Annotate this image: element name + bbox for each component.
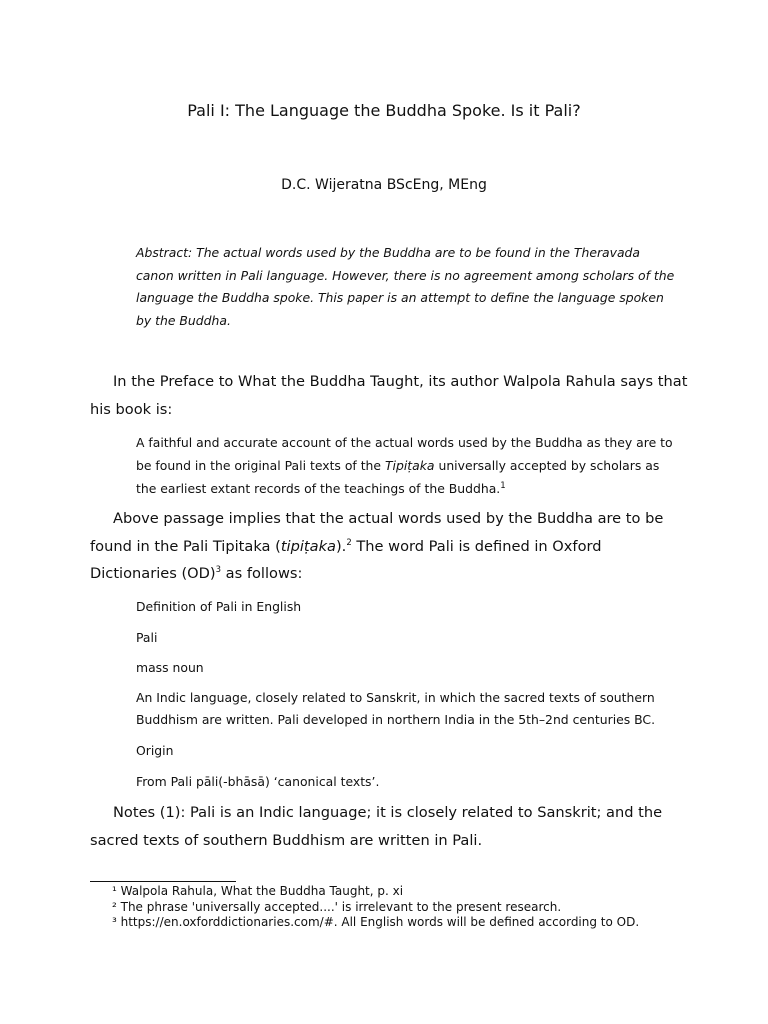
paragraph-preface bbox=[90, 368, 690, 423]
abstract: Abstract: The actual words used by the Buddha are to be found in the Theravada canon written in Pali language. However, there is no agreement among scholars of the language the Buddha spoke. This paper is an attempt to define the language spoken by the Buddha. bbox=[136, 245, 675, 329]
quote-italic: Tipiṭaka bbox=[384, 458, 435, 473]
para2-italic: tipiṭaka bbox=[280, 537, 336, 555]
para2-text-2: ). bbox=[335, 537, 347, 555]
definition-origin-label: Origin bbox=[136, 743, 174, 758]
para2-text-1: Above passage implies that the actual words used by the Buddha are to be found in the Pali Tipitaka ( bbox=[90, 510, 664, 555]
block-quote bbox=[136, 431, 681, 500]
author-line: D.C. Wijeratna BScEng, MEng bbox=[281, 177, 487, 193]
definition-meaning: An Indic language, closely related to Sanskrit, in which the sacred texts of southern Buddhism are written. Pali developed in northern India in the 5th–2nd centuries BC. bbox=[136, 690, 656, 727]
definition-part-of-speech: mass noun bbox=[136, 660, 204, 675]
quote-text-2: universally accepted by scholars as the earliest extant records of the teachings of the Buddha. bbox=[136, 458, 660, 496]
paragraph-notes bbox=[90, 799, 690, 854]
footnote-divider bbox=[90, 881, 236, 882]
paragraph-implies bbox=[90, 505, 690, 588]
paragraph-preface-text: In the Preface to What the Buddha Taught, its author Walpola Rahula says that his book is: bbox=[90, 373, 688, 418]
page-title: Pali I: The Language the Buddha Spoke. Is it Pali? bbox=[187, 101, 581, 120]
quote-text-1: A faithful and accurate account of the actual words used by the Buddha as they are to be found in the original Pali texts of the bbox=[136, 435, 673, 473]
para2-text-3: The word Pali is defined in Oxford Dictionaries (OD) bbox=[90, 537, 602, 583]
footnote-ref-3: 3 bbox=[215, 565, 222, 576]
footnote-2: ² The phrase 'universally accepted....' is irrelevant to the present research. bbox=[112, 899, 562, 914]
footnote-1: ¹ Walpola Rahula, What the Buddha Taught, p. xi bbox=[112, 884, 404, 898]
footnote-ref-1: 1 bbox=[500, 480, 506, 491]
footnote-3: ³ https://en.oxforddictionaries.com/#. All English words will be defined according to OD. bbox=[112, 915, 640, 929]
para2-text-4: as follows: bbox=[221, 565, 303, 583]
definition-word: Pali bbox=[136, 630, 158, 645]
definition-heading: Definition of Pali in English bbox=[136, 599, 302, 614]
paragraph-notes-text: Notes (1): Pali is an Indic language; it is closely related to Sanskrit; and the sacred texts of southern Buddhism are written in Pali. bbox=[90, 804, 663, 849]
footnote-ref-2: 2 bbox=[346, 537, 352, 548]
definition-origin-text: From Pali pāli(-bhāsā) ‘canonical texts’. bbox=[136, 774, 380, 789]
footnotes bbox=[112, 884, 732, 931]
